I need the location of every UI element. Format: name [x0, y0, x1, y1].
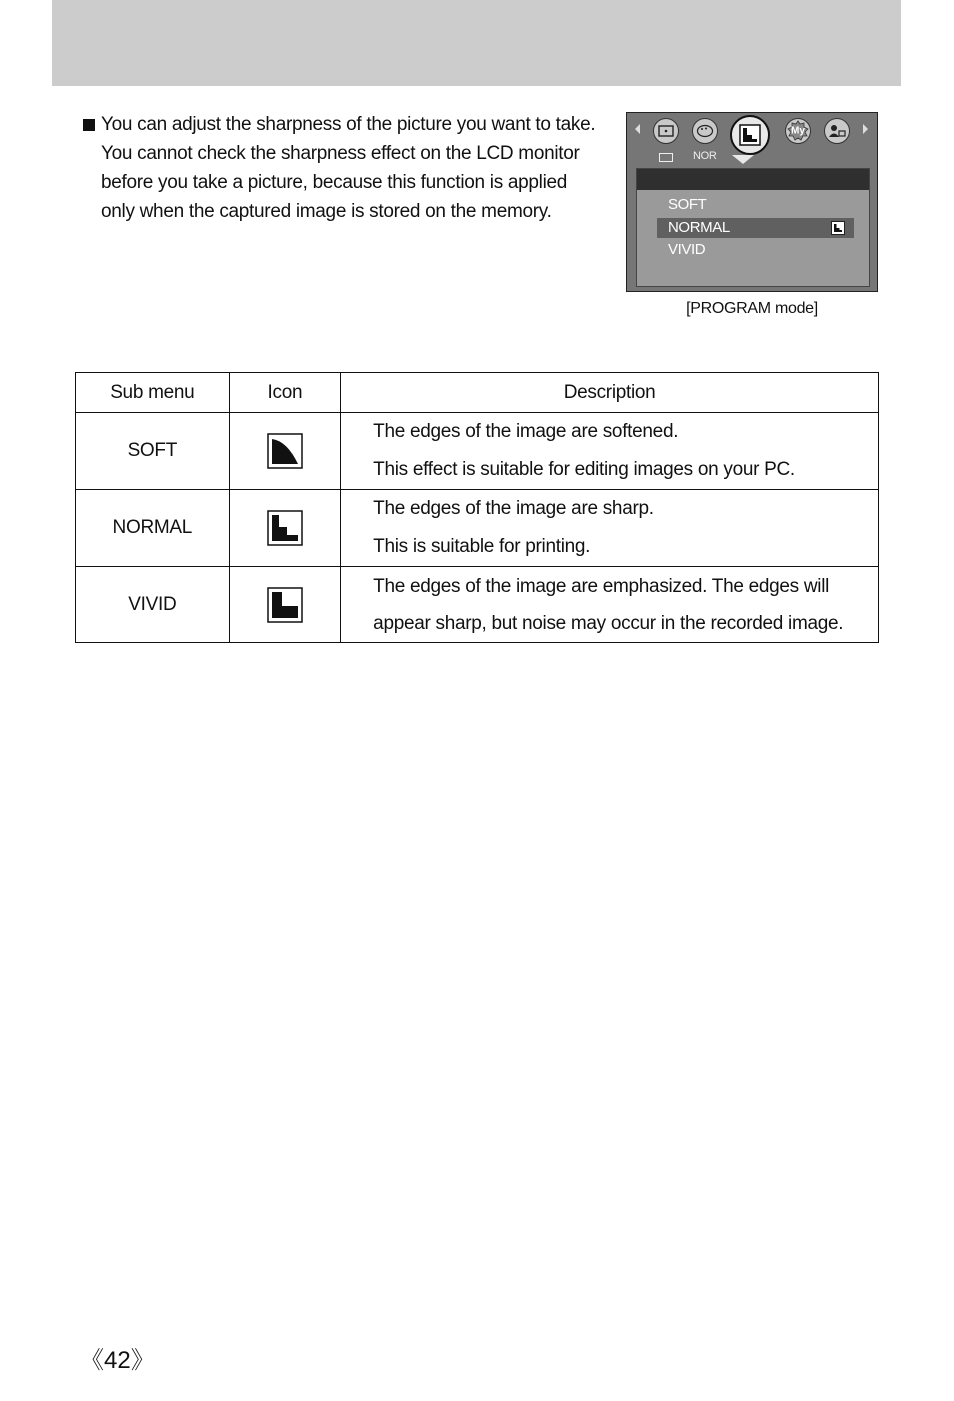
description-line: appear sharp, but noise may occur in the recorded image.	[373, 612, 844, 634]
menu-option-soft[interactable]: SOFT	[668, 196, 707, 213]
my-setting-icon	[785, 118, 811, 144]
header-icon: Icon	[229, 373, 341, 413]
description-line: This is suitable for printing.	[373, 536, 591, 557]
sharpness-menu-panel	[636, 168, 870, 287]
description-line: The edges of the image are sharp.	[373, 498, 654, 519]
quality-status: NOR	[693, 150, 717, 162]
selection-pointer-icon	[732, 155, 754, 164]
row-description	[341, 413, 879, 490]
sharpness-table	[75, 372, 879, 643]
arrow-left-icon	[635, 124, 640, 134]
row-description	[341, 567, 879, 643]
description-line: This effect is suitable for editing images on your PC.	[373, 459, 795, 480]
header-sub-menu: Sub menu	[76, 373, 230, 413]
intro-line: You can adjust the sharpness of the picture you want to take.	[101, 114, 596, 135]
menu-option-normal[interactable]: NORMAL	[668, 219, 730, 236]
table-row	[76, 567, 879, 643]
palette-mode-icon	[692, 118, 718, 144]
description-line: The edges of the image are softened.	[373, 421, 679, 442]
square-bullet-icon	[83, 119, 95, 131]
lcd-screen	[626, 112, 878, 292]
sharpness-mode-icon	[730, 115, 770, 155]
row-description	[341, 490, 879, 567]
arrow-right-icon	[863, 124, 868, 134]
intro-line: You cannot check the sharpness effect on the LCD monitor	[101, 143, 580, 164]
my-label: My	[791, 125, 805, 137]
row-name: NORMAL	[76, 490, 230, 567]
table-row	[76, 490, 879, 567]
intro-line: only when the captured image is stored on the memory.	[101, 201, 552, 222]
frame-mode-icon	[653, 118, 679, 144]
screen-caption: [PROGRAM mode]	[686, 300, 818, 317]
sharpness-normal-icon	[831, 221, 845, 235]
screen-size-icon	[659, 153, 673, 162]
intro-paragraph	[82, 110, 622, 226]
table-header-row	[76, 373, 879, 413]
row-name: VIVID	[76, 567, 230, 643]
menu-option-vivid[interactable]: VIVID	[668, 241, 706, 258]
header-description: Description	[341, 373, 879, 413]
intro-line: before you take a picture, because this function is applied	[101, 172, 568, 193]
sharpness-soft-icon	[267, 433, 303, 469]
header-band	[52, 0, 901, 86]
table-row	[76, 413, 879, 490]
row-name: SOFT	[76, 413, 230, 490]
page-number: 《42》	[80, 1347, 155, 1374]
sharpness-normal-icon	[267, 510, 303, 546]
sharpness-vivid-icon	[267, 587, 303, 623]
menu-title-bar	[637, 169, 869, 190]
description-line: The edges of the image are emphasized. The edges will	[373, 575, 830, 597]
person-mode-icon	[824, 118, 850, 144]
